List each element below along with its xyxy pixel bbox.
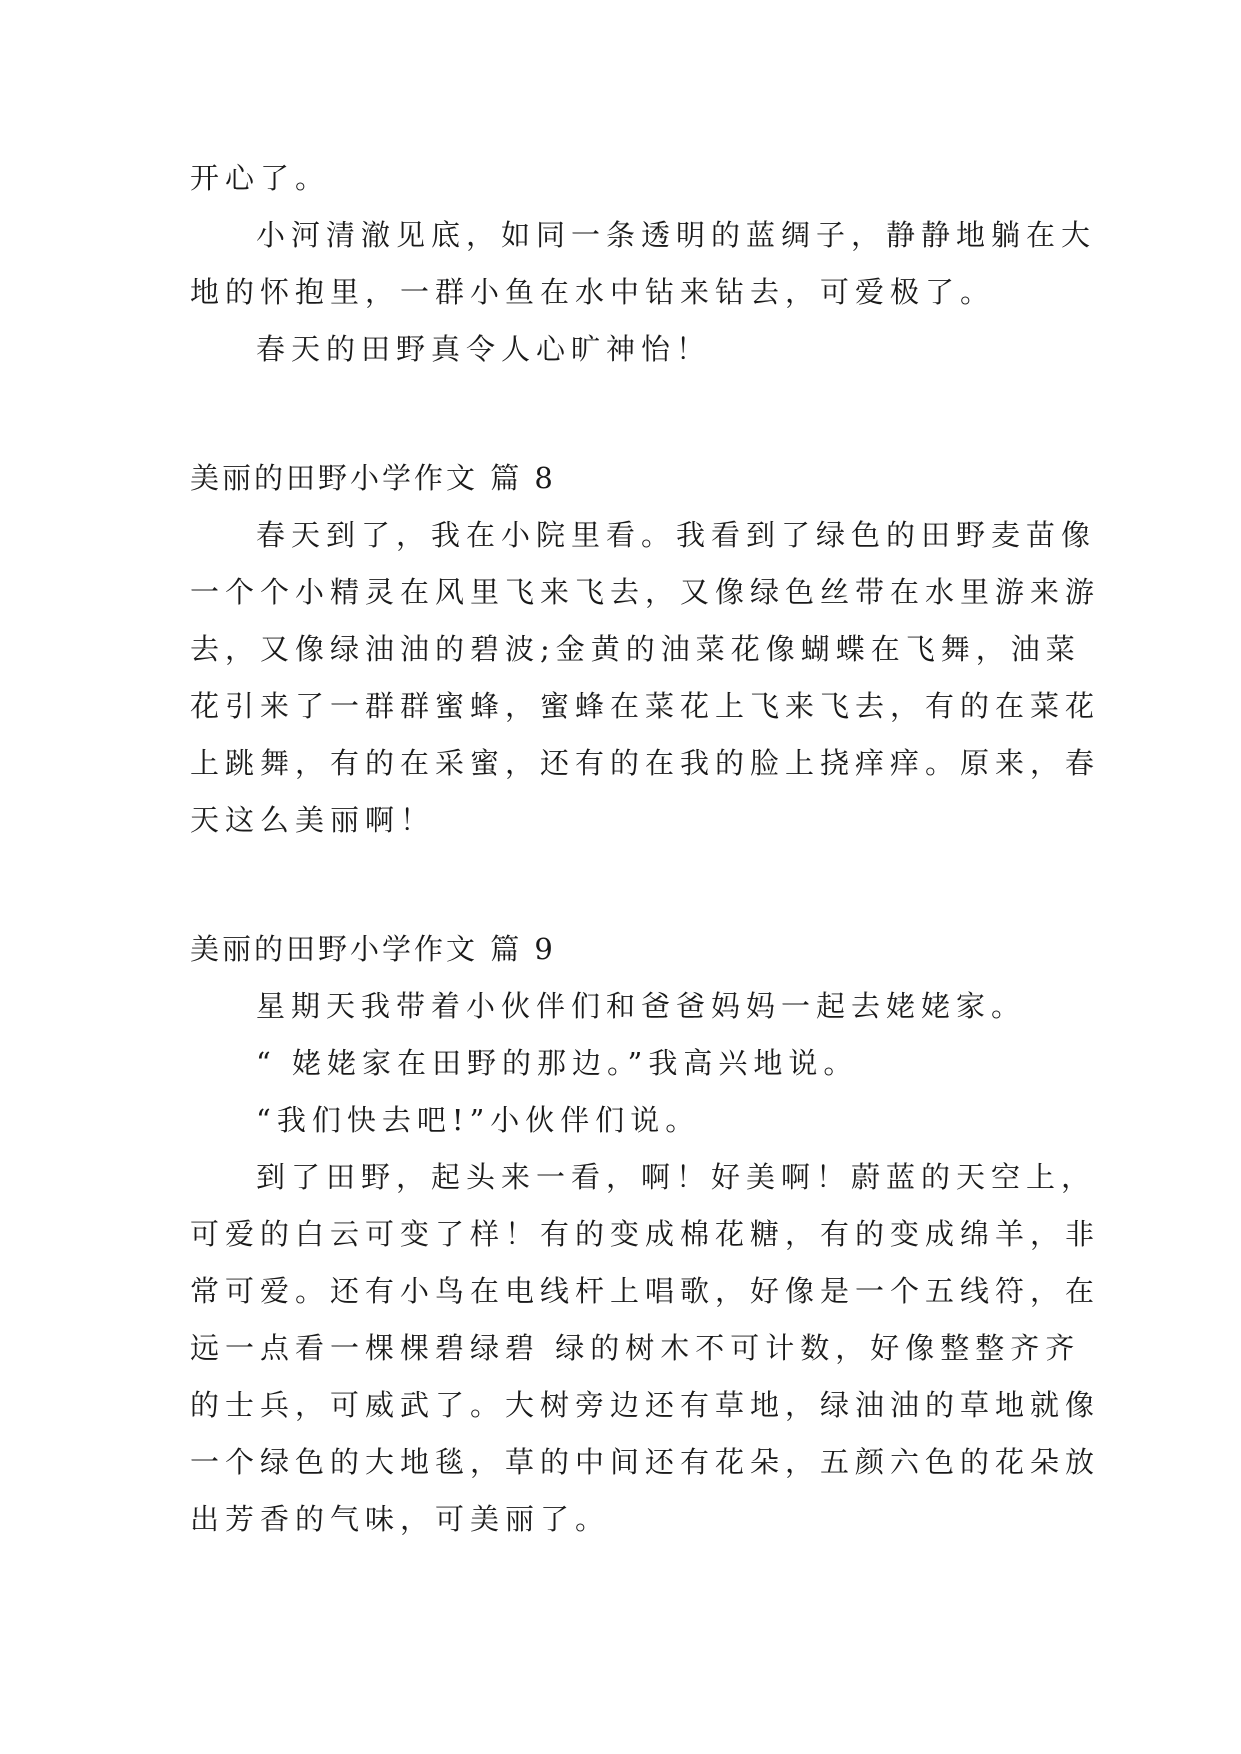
paragraph-line: 上跳舞，有的在采蜜，还有的在我的脸上挠痒痒。原来，春 — [190, 746, 1101, 780]
paragraph-line: 远一点看一棵棵碧绿碧 绿的树木不可计数，好像整整齐齐 — [190, 1331, 1081, 1365]
paragraph-line: 一个绿色的大地毯，草的中间还有花朵，五颜六色的花朵放 — [190, 1445, 1101, 1479]
paragraph-line: 到了田野，起头来一看，啊！好美啊！蔚蓝的天空上， — [256, 1160, 1097, 1194]
paragraph-line: 天这么美丽啊！ — [190, 803, 436, 837]
paragraph-line: 可爱的白云可变了样！有的变成棉花糖，有的变成绵羊，非 — [190, 1217, 1101, 1251]
section-9 — [190, 921, 1101, 1548]
paragraph-line: “我们快去吧!”小伙伴们说。 — [256, 1103, 701, 1137]
paragraph-line: 春天的田野真令人心旷神怡！ — [256, 332, 712, 366]
paragraph-line: 常可爱。还有小鸟在电线杆上唱歌，好像是一个五线符，在 — [190, 1274, 1101, 1308]
paragraph-line: 一个个小精灵在风里飞来飞去，又像绿色丝带在水里游来游 — [190, 575, 1101, 609]
paragraph-line: 出芳香的气味，可美丽了。 — [190, 1502, 611, 1536]
section-heading: 美丽的田野小学作文 篇 9 — [190, 932, 556, 966]
paragraph-line: 星期天我带着小伙伴们和爸爸妈妈一起去姥姥家。 — [256, 989, 1027, 1023]
document-page — [190, 150, 1101, 1548]
paragraph-line: 去，又像绿油油的碧波;金黄的油菜花像蝴蝶在飞舞，油菜 — [190, 632, 1081, 666]
section-8 — [190, 450, 1101, 849]
paragraph-line: 开心了。 — [190, 161, 331, 195]
paragraph-line: 的士兵，可威武了。大树旁边还有草地，绿油油的草地就像 — [190, 1388, 1101, 1422]
section-7-tail — [190, 150, 1097, 378]
section-heading: 美丽的田野小学作文 篇 8 — [190, 461, 556, 495]
paragraph-line: 小河清澈见底，如同一条透明的蓝绸子，静静地躺在大 — [256, 218, 1097, 252]
paragraph-line: “ 姥姥家在田野的那边。”我高兴地说。 — [256, 1046, 859, 1080]
paragraph-line: 花引来了一群群蜜蜂，蜜蜂在菜花上飞来飞去，有的在菜花 — [190, 689, 1101, 723]
paragraph-line: 地的怀抱里，一群小鱼在水中钻来钻去，可爱极了。 — [190, 275, 996, 309]
paragraph-line: 春天到了，我在小院里看。我看到了绿色的田野麦苗像 — [256, 518, 1097, 552]
